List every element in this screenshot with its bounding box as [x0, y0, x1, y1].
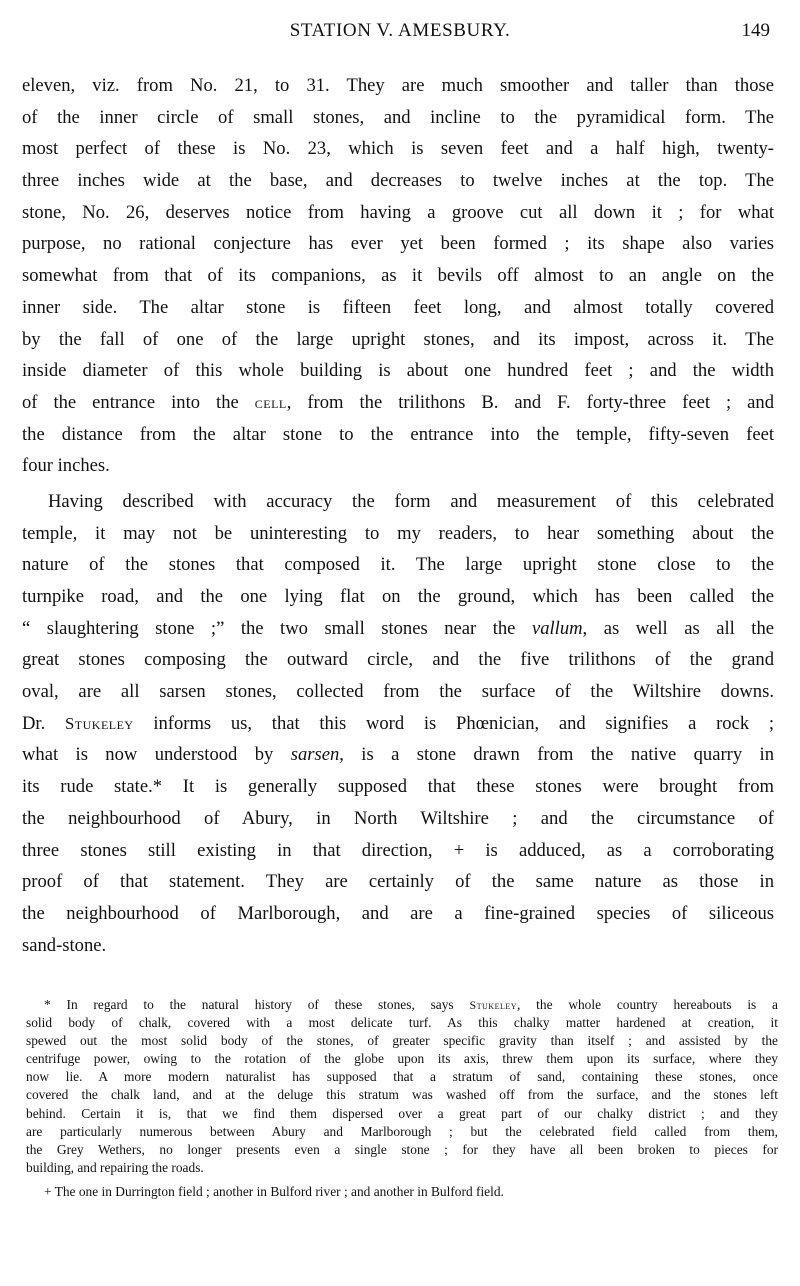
- body-text: [22, 70, 774, 961]
- text-line: by the fall of one of the large upright stones, and its impost, across it. The: [22, 328, 774, 350]
- text-line: somewhat from that of its companions, as it bevils off almost to an angle on the: [22, 265, 774, 287]
- text-line: its rude state.* It is generally supposed that these stones were brought from: [22, 776, 774, 798]
- page-number: 149: [741, 20, 770, 41]
- text-line: stone, No. 26, deserves notice from having a groove cut all down it ; for what: [22, 201, 774, 223]
- text-run: , the whole country hereabouts is a: [517, 997, 778, 1012]
- text-line: proof of that statement. They are certainly of the same nature as those in: [22, 871, 774, 893]
- text-run: , as well as all the: [582, 617, 774, 639]
- text-line: [22, 739, 774, 771]
- footnote-line: [26, 996, 778, 1014]
- footnote-line: spewed out the most solid body of the stones, of greater specific gravity than itself ; and assisted by the: [26, 1033, 778, 1049]
- text-line: the distance from the altar stone to the entrance into the temple, fifty-seven feet: [22, 423, 774, 445]
- small-caps-name: cell: [254, 392, 287, 412]
- footnote-line: + The one in Durrington field ; another in Bulford river ; and another in Bulford field.: [44, 1183, 504, 1199]
- text-run: * In regard to the natural history of these stones, says: [44, 997, 470, 1012]
- text-run: what is now understood by: [22, 744, 291, 766]
- text-line: the neighbourhood of Abury, in North Wiltshire ; and the circumstance of: [22, 807, 774, 829]
- small-caps-name: Stukeley: [64, 713, 134, 733]
- footnote-line: the Grey Wethers, no longer presents even a single stone ; for they have all been broken to pieces for: [26, 1141, 778, 1157]
- italic-term: sarsen: [290, 744, 340, 766]
- footnote-line: are particularly numerous between Abury and Marlborough ; but the celebrated field called from them,: [26, 1123, 778, 1139]
- footnotes: [26, 996, 778, 1201]
- text-line: temple, it may not be uninteresting to my readers, to hear something about the: [22, 522, 774, 544]
- text-line: [22, 613, 774, 645]
- footnote-line: centrifuge power, owing to the rotation of the globe upon its axis, threw them upon its surface, where they: [26, 1051, 778, 1067]
- footnote: [26, 996, 778, 1177]
- text-line: purpose, no rational conjecture has ever yet been formed ; its shape also varies: [22, 233, 774, 255]
- text-line: nature of the stones that composed it. The large upright stone close to the: [22, 554, 774, 576]
- text-line: most perfect of these is No. 23, which is seven feet and a half high, twenty-: [22, 138, 774, 160]
- text-line: four inches.: [22, 455, 110, 477]
- text-line: the neighbourhood of Marlborough, and are a fine-grained species of siliceous: [22, 902, 774, 924]
- text-line: Having described with accuracy the form and measurement of this celebrated: [48, 490, 774, 512]
- text-line: sand-stone.: [22, 934, 107, 956]
- text-run: informs us, that this word is Phœnician, and signifies a rock ;: [133, 712, 775, 734]
- text-run: of the entrance into the: [22, 391, 255, 413]
- text-line: oval, are all sarsen stones, collected from the surface of the Wiltshire downs.: [22, 681, 774, 703]
- text-run: , is a stone drawn from the native quarry in: [339, 744, 774, 766]
- paragraph: [22, 70, 774, 482]
- text-line: turnpike road, and the one lying flat on the ground, which has been called the: [22, 586, 774, 607]
- text-line: eleven, viz. from No. 21, to 31. They are much smoother and taller than those: [22, 75, 774, 96]
- text-line: [22, 387, 774, 419]
- footnote-line: behind. Certain it is, that we find them dispersed over a great part of our chalky district ; and they: [26, 1105, 778, 1121]
- text-run: Dr.: [22, 712, 65, 734]
- footnote-line: building, and repairing the roads.: [26, 1159, 204, 1175]
- text-line: inside diameter of this whole building is about one hundred feet ; and the width: [22, 360, 774, 382]
- footnote: [26, 1183, 778, 1201]
- paragraph: [22, 486, 774, 961]
- text-line: [22, 708, 774, 740]
- text-line: inner side. The altar stone is fifteen feet long, and almost totally covered: [22, 296, 774, 318]
- small-caps-name: Stukeley: [469, 998, 518, 1012]
- text-run: “ slaughtering stone ;” the two small stones near the: [22, 617, 532, 639]
- text-line: three stones still existing in that direction, + is adduced, as a corroborating: [22, 839, 774, 861]
- footnote-line: covered the chalk land, and at the deluge this stratum was washed off from the surface, and the stones left: [26, 1087, 778, 1103]
- running-head: STATION V. AMESBURY.: [289, 20, 511, 41]
- text-line: three inches wide at the base, and decreases to twelve inches at the top. The: [22, 170, 774, 192]
- page-header: [0, 14, 800, 50]
- text-run: , from the trilithons B. and F. forty-three feet ; and: [286, 391, 774, 413]
- italic-term: vallum: [531, 617, 583, 639]
- footnote-line: now lie. A more modern naturalist has supposed that a stratum of sand, containing these stones, once: [26, 1069, 778, 1085]
- text-line: of the inner circle of small stones, and incline to the pyramidical form. The: [22, 106, 774, 128]
- footnote-line: solid body of chalk, covered with a most delicate turf. As this chalky matter hardened at creation, it: [26, 1015, 778, 1031]
- text-line: great stones composing the outward circle, and the five trilithons of the grand: [22, 649, 774, 671]
